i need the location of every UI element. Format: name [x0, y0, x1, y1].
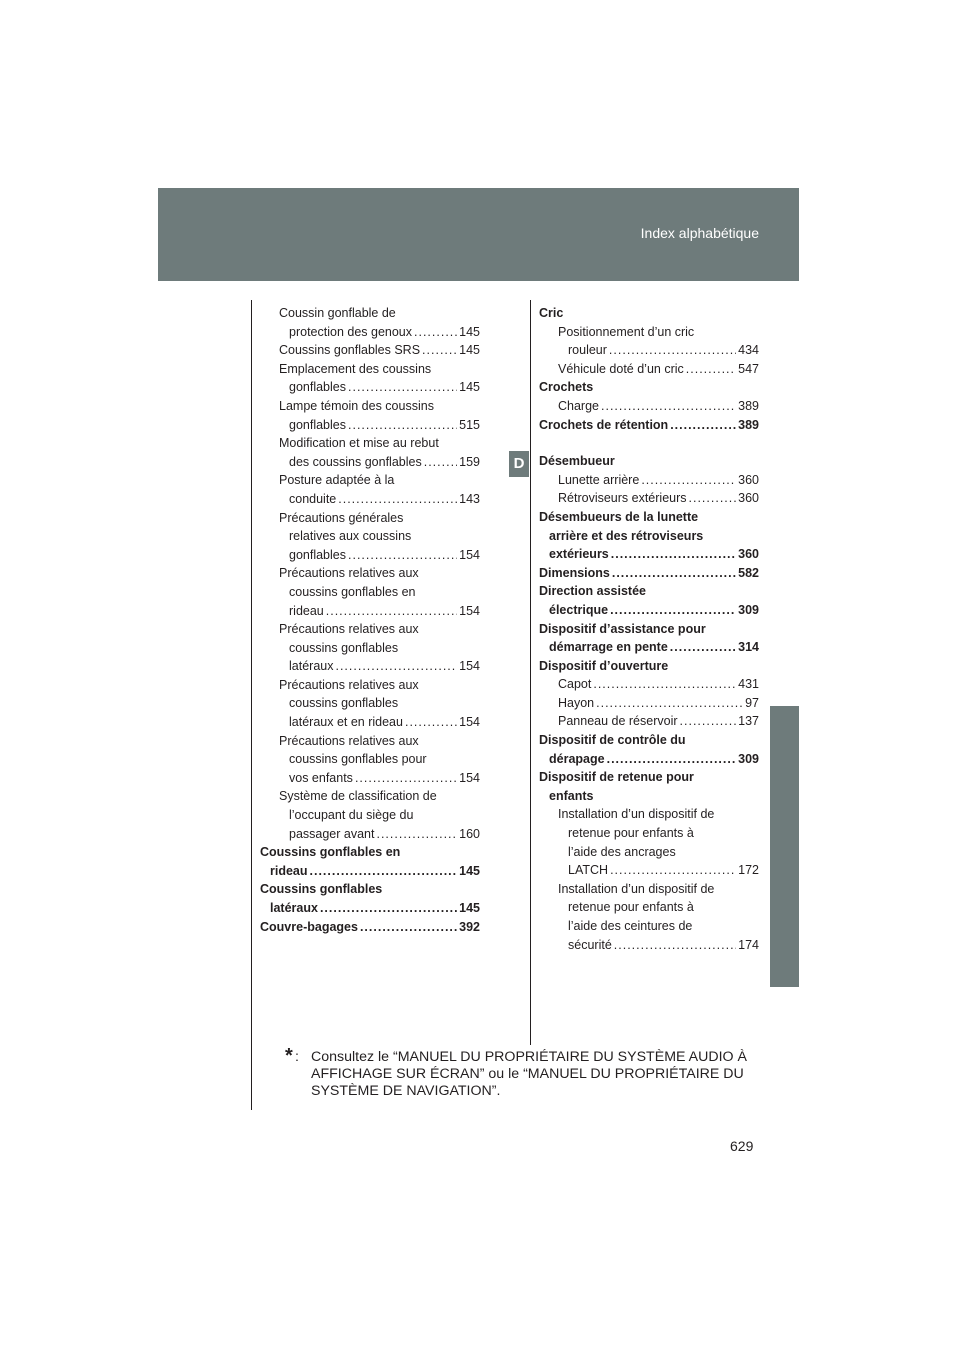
entry-text: Charge	[558, 398, 599, 413]
index-gap	[539, 434, 759, 452]
entry-leader-row	[558, 936, 759, 955]
section-title: Index alphabétique	[640, 225, 759, 241]
entry-leader-row	[279, 453, 480, 472]
entry-text: latéraux	[289, 659, 334, 674]
entry-text: Dispositif d’assistance pour	[539, 621, 706, 636]
entry-leader-row	[279, 416, 480, 435]
index-entry	[539, 582, 759, 619]
index-subentry	[539, 675, 759, 694]
index-column-left	[260, 304, 480, 936]
page-reference[interactable]: 582	[738, 565, 759, 580]
footnote-text: Consultez le “MANUEL DU PROPRIÉTAIRE DU SYSTÈME AUDIO À AFFICHAGE SUR ÉCRAN” ou le “MANUEL DU PROPRIÉTAIRE DU SYSTÈME DE NAVIGATION”.	[311, 1049, 747, 1099]
dot-leader	[609, 341, 736, 360]
entry-text: Hayon	[558, 695, 595, 710]
index-subentry	[260, 564, 480, 620]
index-subentry	[260, 676, 480, 732]
page-reference[interactable]: 434	[738, 343, 759, 358]
footnote-star: *	[285, 1045, 293, 1067]
entry-text: Couvre-bagages	[260, 919, 358, 934]
dot-leader	[686, 360, 736, 379]
page-reference[interactable]: 154	[459, 770, 480, 785]
entry-leader-row	[558, 471, 759, 490]
page-reference[interactable]: 154	[459, 659, 480, 674]
index-subentry	[260, 620, 480, 676]
dot-leader	[612, 564, 736, 583]
page-reference[interactable]: 392	[459, 919, 480, 934]
index-entry	[260, 843, 480, 880]
entry-text: arrière et des rétroviseurs	[549, 528, 704, 543]
index-subentry	[539, 805, 759, 879]
dot-leader	[610, 861, 736, 880]
dot-leader	[348, 546, 457, 565]
entry-text: l’occupant du siège du	[289, 808, 414, 823]
entry-leader-row	[279, 546, 480, 565]
entry-leader-row	[539, 638, 759, 657]
entry-text: dérapage	[549, 751, 605, 766]
index-entry	[539, 452, 759, 471]
entry-leader-row	[558, 489, 759, 508]
page-reference[interactable]: 145	[459, 901, 480, 915]
dot-leader	[422, 341, 457, 360]
index-subentry	[539, 489, 759, 508]
entry-leader-row	[279, 490, 480, 509]
entry-text: latéraux et en rideau	[289, 715, 403, 730]
entry-text: Panneau de réservoir	[558, 714, 678, 729]
entry-text: des coussins gonflables	[289, 454, 422, 469]
entry-text: extérieurs	[549, 547, 609, 562]
index-subentry	[539, 323, 759, 360]
index-subentry	[260, 471, 480, 508]
dot-leader	[360, 918, 457, 937]
entry-text: Désembueur	[539, 454, 615, 469]
entry-leader-row	[539, 750, 759, 769]
page-reference[interactable]: 145	[459, 324, 480, 339]
entry-leader-row	[558, 675, 759, 694]
left-rule	[251, 300, 252, 1110]
entry-text: vos enfants	[289, 770, 353, 785]
entry-text: Désembueurs de la lunette	[539, 509, 699, 524]
page-reference[interactable]: 309	[738, 751, 759, 766]
dot-leader	[320, 899, 457, 918]
entry-text: Système de classification de	[279, 789, 437, 804]
page-reference[interactable]: 431	[738, 677, 759, 692]
dot-leader	[670, 638, 736, 657]
entry-text: Véhicule doté d’un cric	[558, 361, 684, 376]
index-entry	[539, 657, 759, 676]
entry-text: retenue pour enfants à	[568, 826, 694, 841]
index-subentry	[260, 360, 480, 397]
dot-leader	[601, 397, 736, 416]
entry-leader-row	[279, 825, 480, 844]
entry-text: Coussins gonflables	[260, 882, 383, 897]
header-band	[158, 188, 799, 281]
page-number: 629	[730, 1138, 754, 1154]
entry-text: latéraux	[270, 901, 318, 915]
entry-text: Précautions générales	[279, 510, 404, 525]
entry-text: Installation d’un dispositif de	[558, 881, 715, 896]
entry-text: Direction assistée	[539, 584, 646, 599]
page-reference[interactable]: 145	[459, 343, 480, 358]
entry-text: coussins gonflables	[289, 640, 399, 655]
page-reference[interactable]: 360	[738, 491, 759, 506]
entry-text: passager avant	[289, 826, 375, 841]
entry-leader-row	[260, 899, 480, 918]
index-entry	[539, 564, 759, 583]
entry-leader-row	[558, 712, 759, 731]
entry-text: rideau	[289, 603, 324, 618]
dot-leader	[689, 489, 737, 508]
entry-text: gonflables	[289, 417, 346, 432]
dot-leader	[424, 453, 457, 472]
dot-leader	[596, 694, 743, 713]
page-reference[interactable]: 143	[459, 491, 480, 506]
page-reference[interactable]: 174	[738, 937, 759, 952]
dot-leader	[348, 416, 457, 435]
index-entry	[539, 768, 759, 805]
index-subentry	[539, 397, 759, 416]
dot-leader	[414, 323, 457, 342]
column-rule	[530, 300, 531, 1045]
entry-text: relatives aux coussins	[289, 529, 412, 544]
entry-leader-row	[558, 397, 759, 416]
entry-leader-row	[279, 602, 480, 621]
entry-text: électrique	[549, 602, 609, 617]
dot-leader	[338, 490, 457, 509]
entry-text: LATCH	[568, 863, 609, 878]
entry-text: démarrage en pente	[549, 640, 668, 655]
dot-leader	[335, 657, 457, 676]
index-entry	[539, 304, 759, 323]
index-subentry	[260, 341, 480, 360]
entry-text: rideau	[270, 863, 308, 878]
entry-leader-row	[260, 862, 480, 881]
page-reference[interactable]: 97	[745, 695, 759, 710]
index-entry	[260, 918, 480, 937]
page-reference[interactable]: 389	[738, 398, 759, 413]
entry-text: sécurité	[568, 937, 612, 952]
index-subentry	[260, 434, 480, 471]
page-reference[interactable]: 547	[738, 361, 759, 376]
entry-leader-row	[539, 545, 759, 564]
entry-text: Cric	[539, 306, 564, 320]
index-subentry	[260, 397, 480, 434]
entry-text: coussins gonflables	[289, 696, 399, 711]
entry-leader-row	[279, 341, 480, 360]
page-reference[interactable]: 154	[459, 715, 480, 730]
entry-text: Dispositif d’ouverture	[539, 658, 669, 673]
dot-leader	[326, 602, 457, 621]
footnote-colon: :	[295, 1049, 299, 1065]
dot-leader	[355, 769, 457, 788]
dot-leader	[641, 471, 736, 490]
index-column-right	[539, 304, 759, 954]
index-subentry	[539, 694, 759, 713]
entry-text: Modification et mise au rebut	[279, 436, 439, 451]
dot-leader	[614, 936, 736, 955]
page-reference[interactable]: 154	[459, 547, 480, 562]
entry-text: gonflables	[289, 380, 346, 395]
entry-leader-row	[539, 601, 759, 620]
entry-text: Coussins gonflables en	[260, 845, 401, 860]
page-reference[interactable]: 154	[459, 603, 480, 618]
entry-text: Lunette arrière	[558, 472, 640, 487]
page-reference[interactable]: 145	[459, 863, 480, 878]
entry-text: coussins gonflables pour	[289, 752, 427, 767]
index-subentry	[539, 880, 759, 954]
entry-text: Précautions relatives aux	[279, 733, 419, 748]
dot-leader	[593, 675, 736, 694]
entry-text: Lampe témoin des coussins	[279, 398, 434, 413]
entry-text: Coussin gonflable de	[279, 306, 396, 320]
entry-text: conduite	[289, 491, 337, 506]
entry-text: Précautions relatives aux	[279, 622, 419, 637]
page-reference[interactable]: 309	[738, 602, 759, 617]
index-entry	[539, 378, 759, 397]
index-subentry	[260, 509, 480, 565]
entry-leader-row	[558, 341, 759, 360]
entry-text: Précautions relatives aux	[279, 677, 419, 692]
entry-text: l’aide des ancrages	[568, 844, 676, 859]
entry-leader-row	[558, 861, 759, 880]
entry-text: Emplacement des coussins	[279, 361, 432, 376]
page-reference[interactable]: 314	[738, 640, 759, 655]
side-tab	[770, 706, 799, 987]
dot-leader	[405, 713, 457, 732]
entry-text: rouleur	[568, 343, 607, 358]
page-reference[interactable]: 515	[459, 417, 480, 432]
entry-text: retenue pour enfants à	[568, 900, 694, 915]
entry-text: Coussins gonflables SRS	[279, 343, 421, 358]
letter-tab: D	[509, 451, 529, 477]
entry-leader-row	[279, 713, 480, 732]
index-entry	[539, 620, 759, 657]
entry-text: Crochets de rétention	[539, 417, 669, 432]
entry-leader-row	[279, 657, 480, 676]
index-subentry	[260, 304, 480, 341]
entry-leader-row	[279, 769, 480, 788]
page-reference[interactable]: 172	[738, 863, 759, 878]
page-reference[interactable]: 137	[738, 714, 759, 729]
dot-leader	[680, 712, 737, 731]
dot-leader	[376, 825, 457, 844]
entry-text: Précautions relatives aux	[279, 566, 419, 581]
index-subentry	[539, 471, 759, 490]
entry-text: l’aide des ceintures de	[568, 919, 693, 933]
entry-leader-row	[279, 323, 480, 342]
dot-leader	[310, 862, 458, 881]
index-subentry	[539, 712, 759, 731]
dot-leader	[348, 378, 457, 397]
entry-text: protection des genoux	[289, 324, 413, 339]
index-subentry	[539, 360, 759, 379]
entry-leader-row	[279, 378, 480, 397]
dot-leader	[611, 545, 736, 564]
entry-leader-row	[539, 564, 759, 583]
entry-leader-row	[260, 918, 480, 937]
entry-text: enfants	[549, 788, 594, 803]
page-reference[interactable]: 389	[738, 417, 759, 432]
page-reference[interactable]: 360	[738, 547, 759, 562]
entry-text: Positionnement d’un cric	[558, 324, 695, 339]
index-entry	[539, 508, 759, 564]
entry-leader-row	[558, 694, 759, 713]
entry-text: Installation d’un dispositif de	[558, 807, 715, 822]
entry-text: gonflables	[289, 547, 346, 562]
entry-text: Dispositif de contrôle du	[539, 733, 686, 748]
index-entry	[260, 880, 480, 917]
entry-leader-row	[558, 360, 759, 379]
index-entry	[539, 731, 759, 768]
dot-leader	[607, 750, 737, 769]
page-reference[interactable]: 159	[459, 454, 480, 469]
footnote	[285, 1045, 775, 1100]
index-subentry	[260, 732, 480, 788]
entry-text: Dimensions	[539, 565, 610, 580]
entry-text: Posture adaptée à la	[279, 473, 395, 488]
dot-leader	[670, 416, 736, 435]
dot-leader	[610, 601, 736, 620]
entry-text: Dispositif de retenue pour	[539, 770, 694, 785]
entry-text: Crochets	[539, 380, 594, 395]
entry-text: Rétroviseurs extérieurs	[558, 491, 687, 506]
entry-text: Capot	[558, 677, 592, 692]
page-reference[interactable]: 145	[459, 380, 480, 395]
page-reference[interactable]: 360	[738, 472, 759, 487]
index-subentry	[260, 787, 480, 843]
page-reference[interactable]: 160	[459, 826, 480, 841]
entry-text: coussins gonflables en	[289, 584, 416, 599]
entry-leader-row	[539, 416, 759, 435]
index-entry	[539, 416, 759, 435]
